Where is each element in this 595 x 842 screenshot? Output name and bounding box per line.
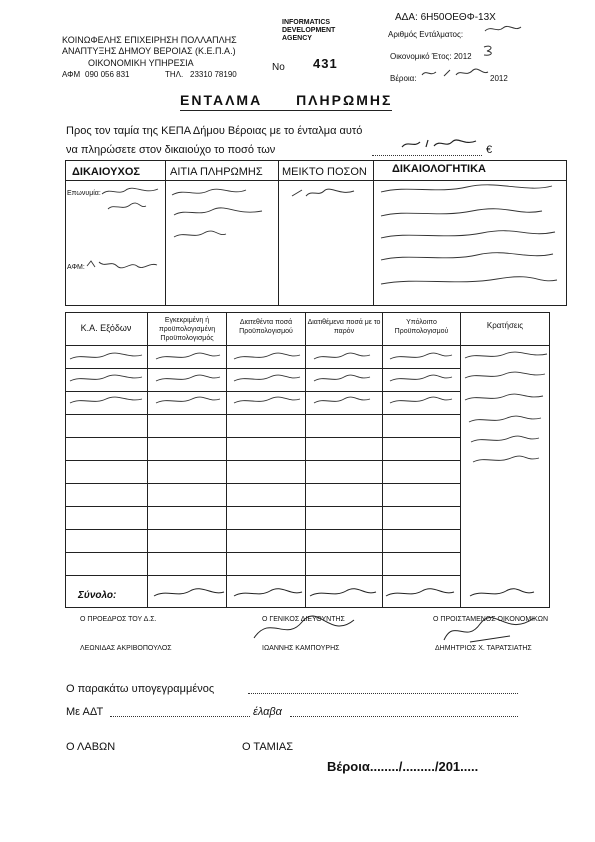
table2-grid-10 bbox=[65, 575, 460, 576]
receipt-received-label: έλαβα bbox=[253, 706, 282, 718]
col-allocated-budget: Διατεθέντα ποσά Προϋπολογισμού bbox=[239, 319, 293, 335]
place-label: Βέροια: bbox=[390, 74, 417, 83]
number-label: Νο bbox=[272, 62, 285, 73]
table1-col-line-3 bbox=[373, 160, 374, 305]
table2-col-line-5 bbox=[460, 312, 461, 607]
table2-bottom bbox=[65, 607, 550, 608]
receipt-cashier-label: Ο ΤΑΜΙΑΣ bbox=[242, 741, 294, 753]
agency-line-3: ΟΙΚΟΝΟΜΙΚΗ ΥΠΗΡΕΣΙΑ bbox=[88, 58, 194, 68]
table1-col-line-4 bbox=[566, 160, 567, 305]
signature-director-role: Ο ΓΕΝΙΚΟΣ ΔΙΕΥΘΥΝΤΗΣ bbox=[262, 616, 345, 623]
handwritten-deductions bbox=[463, 348, 553, 468]
col-approved-budget: Εγκεκριμένη ή προϋπολογισμένη Προϋπολογισμός bbox=[158, 317, 216, 342]
signature-finance-head-name: ΔΗΜΗΤΡΙΟΣ Χ. ΤΑΡΑΤΣΙΑΤΗΣ bbox=[435, 645, 532, 652]
handwritten-payment-reason bbox=[170, 185, 275, 245]
receipt-date-line: Βέροια......../........./201..... bbox=[327, 759, 479, 774]
signature-president-name: ΛΕΩΝΙΔΑΣ ΑΚΡΙΒΟΠΟΥΛΟΣ bbox=[80, 645, 172, 652]
receipt-receiver-label: Ο ΛΑΒΩΝ bbox=[66, 741, 116, 753]
handwritten-supporting-docs bbox=[377, 180, 562, 302]
signature-finance-head-role: Ο ΠΡΟΙΣΤΑΜΕΝΟΣ ΟΙΚΟΝΟΜΙΚΩΝ bbox=[433, 616, 549, 623]
handwritten-beneficiary-name bbox=[100, 185, 162, 215]
agency-line-2: ΑΝΑΠΤΥΞΗΣ ΔΗΜΟΥ ΒΕΡΟΙΑΣ (Κ.Ε.Π.Α.) bbox=[62, 46, 236, 56]
handwritten-code bbox=[483, 24, 523, 34]
handwritten-date bbox=[420, 67, 490, 79]
handwritten-beneficiary-afm bbox=[85, 258, 160, 270]
handwritten-year-digit bbox=[482, 44, 496, 56]
col-remaining-budget: Υπόλοιπο Προϋπολογισμού bbox=[394, 319, 449, 335]
table2-grid-7 bbox=[65, 506, 460, 507]
table2-grid-6 bbox=[65, 483, 460, 484]
signature-president-role: Ο ΠΡΟΕΔΡΟΣ ΤΟΥ Δ.Σ. bbox=[80, 616, 157, 623]
col-gross-amount: ΜΕΙΚΤΟ ΠΟΣΟΝ bbox=[282, 166, 367, 178]
order-number-label: Αριθμός Εντάλματος: bbox=[388, 30, 464, 39]
agency-tel-label: ΤΗΛ. bbox=[165, 70, 184, 79]
instruction-line-2: να πληρώσετε στον δικαιούχο το ποσό των bbox=[66, 144, 276, 156]
finance-head-signature-scribble bbox=[440, 612, 540, 648]
beneficiary-afm-label: ΑΦΜ: bbox=[67, 264, 85, 271]
fiscal-year-label: Οικονομικό Έτος: 2012 bbox=[390, 52, 472, 61]
table2-grid-8 bbox=[65, 529, 460, 530]
table2-top bbox=[65, 312, 550, 313]
receipt-id-dots bbox=[110, 716, 250, 718]
table2-grid-4 bbox=[65, 437, 460, 438]
table1-col-line-0 bbox=[65, 160, 66, 305]
col-beneficiary: ΔΙΚΑΙΟΥΧΟΣ bbox=[72, 166, 140, 178]
signature-director-name: ΙΩΑΝΝΗΣ ΚΑΜΠΟΥΡΗΣ bbox=[262, 645, 340, 652]
number-value: 431 bbox=[313, 56, 338, 71]
page-title: ΕΝΤΑΛΜΑ ΠΛΗΡΩΜΗΣ bbox=[180, 92, 393, 108]
col-current-allocation: Διατιθέμενα ποσά με το παρόν bbox=[307, 319, 381, 335]
agency-tel-value: 23310 78190 bbox=[190, 70, 237, 79]
instruction-line-1: Προς τον ταμία της ΚΕΠΑ Δήμου Βέροιας με το ένταλμα αυτό bbox=[66, 125, 363, 137]
place-year-value: 2012 bbox=[490, 74, 508, 83]
col-deductions: Κρατήσεις bbox=[486, 321, 524, 330]
instruction-currency: € bbox=[486, 144, 493, 156]
handwritten-budget-rows bbox=[68, 349, 458, 411]
receipt-undersigned-label: Ο παρακάτω υπογεγραμμένος bbox=[66, 683, 215, 695]
handwritten-gross-amount bbox=[290, 186, 360, 200]
agency-afm-value: 090 056 831 bbox=[85, 70, 130, 79]
ada-label: ΑΔΑ: 6Η50ΟΕΘΦ-13Χ bbox=[395, 12, 496, 23]
table1-col-line-2 bbox=[278, 160, 279, 305]
agency-afm-label: ΑΦΜ bbox=[62, 70, 81, 79]
totals-label: Σύνολο: bbox=[78, 590, 117, 601]
table2-col-line-0 bbox=[65, 312, 66, 607]
agency-line-1: ΚΟΙΝΩΦΕΛΗΣ ΕΠΙΧΕΙΡΗΣΗ ΠΟΛΛΑΠΛΗΣ bbox=[62, 35, 237, 45]
table2-header-bottom bbox=[65, 345, 550, 346]
col-payment-reason: ΑΙΤΙΑ ΠΛΗΡΩΜΗΣ bbox=[170, 166, 263, 178]
beneficiary-name-label: Επωνυμία: bbox=[67, 190, 101, 197]
table2-grid-3 bbox=[65, 414, 460, 415]
table2-grid-5 bbox=[65, 460, 460, 461]
handwritten-totals bbox=[150, 584, 550, 602]
col-expense-code: Κ.Α. Εξόδων bbox=[80, 323, 132, 333]
amount-dotted-line bbox=[372, 155, 482, 157]
col-supporting-docs: ΔΙΚΑΙΟΛΟΓΗΤΙΚΑ bbox=[392, 163, 486, 175]
receipt-received-dots bbox=[290, 716, 518, 718]
director-signature-scribble bbox=[250, 612, 360, 646]
table1-top bbox=[65, 160, 567, 161]
handwritten-amount bbox=[400, 137, 480, 151]
stamp-line-2: DEVELOPMENT bbox=[282, 27, 336, 34]
table1-col-line-1 bbox=[165, 160, 166, 305]
title-underline bbox=[180, 110, 392, 111]
table2-grid-9 bbox=[65, 552, 460, 553]
table1-bottom bbox=[65, 305, 567, 306]
stamp-line-3: AGENCY bbox=[282, 35, 312, 42]
stamp-line-1: INFORMATICS bbox=[282, 19, 331, 26]
receipt-id-label: Με ΑΔΤ bbox=[66, 706, 104, 718]
receipt-undersigned-dots bbox=[248, 693, 518, 695]
